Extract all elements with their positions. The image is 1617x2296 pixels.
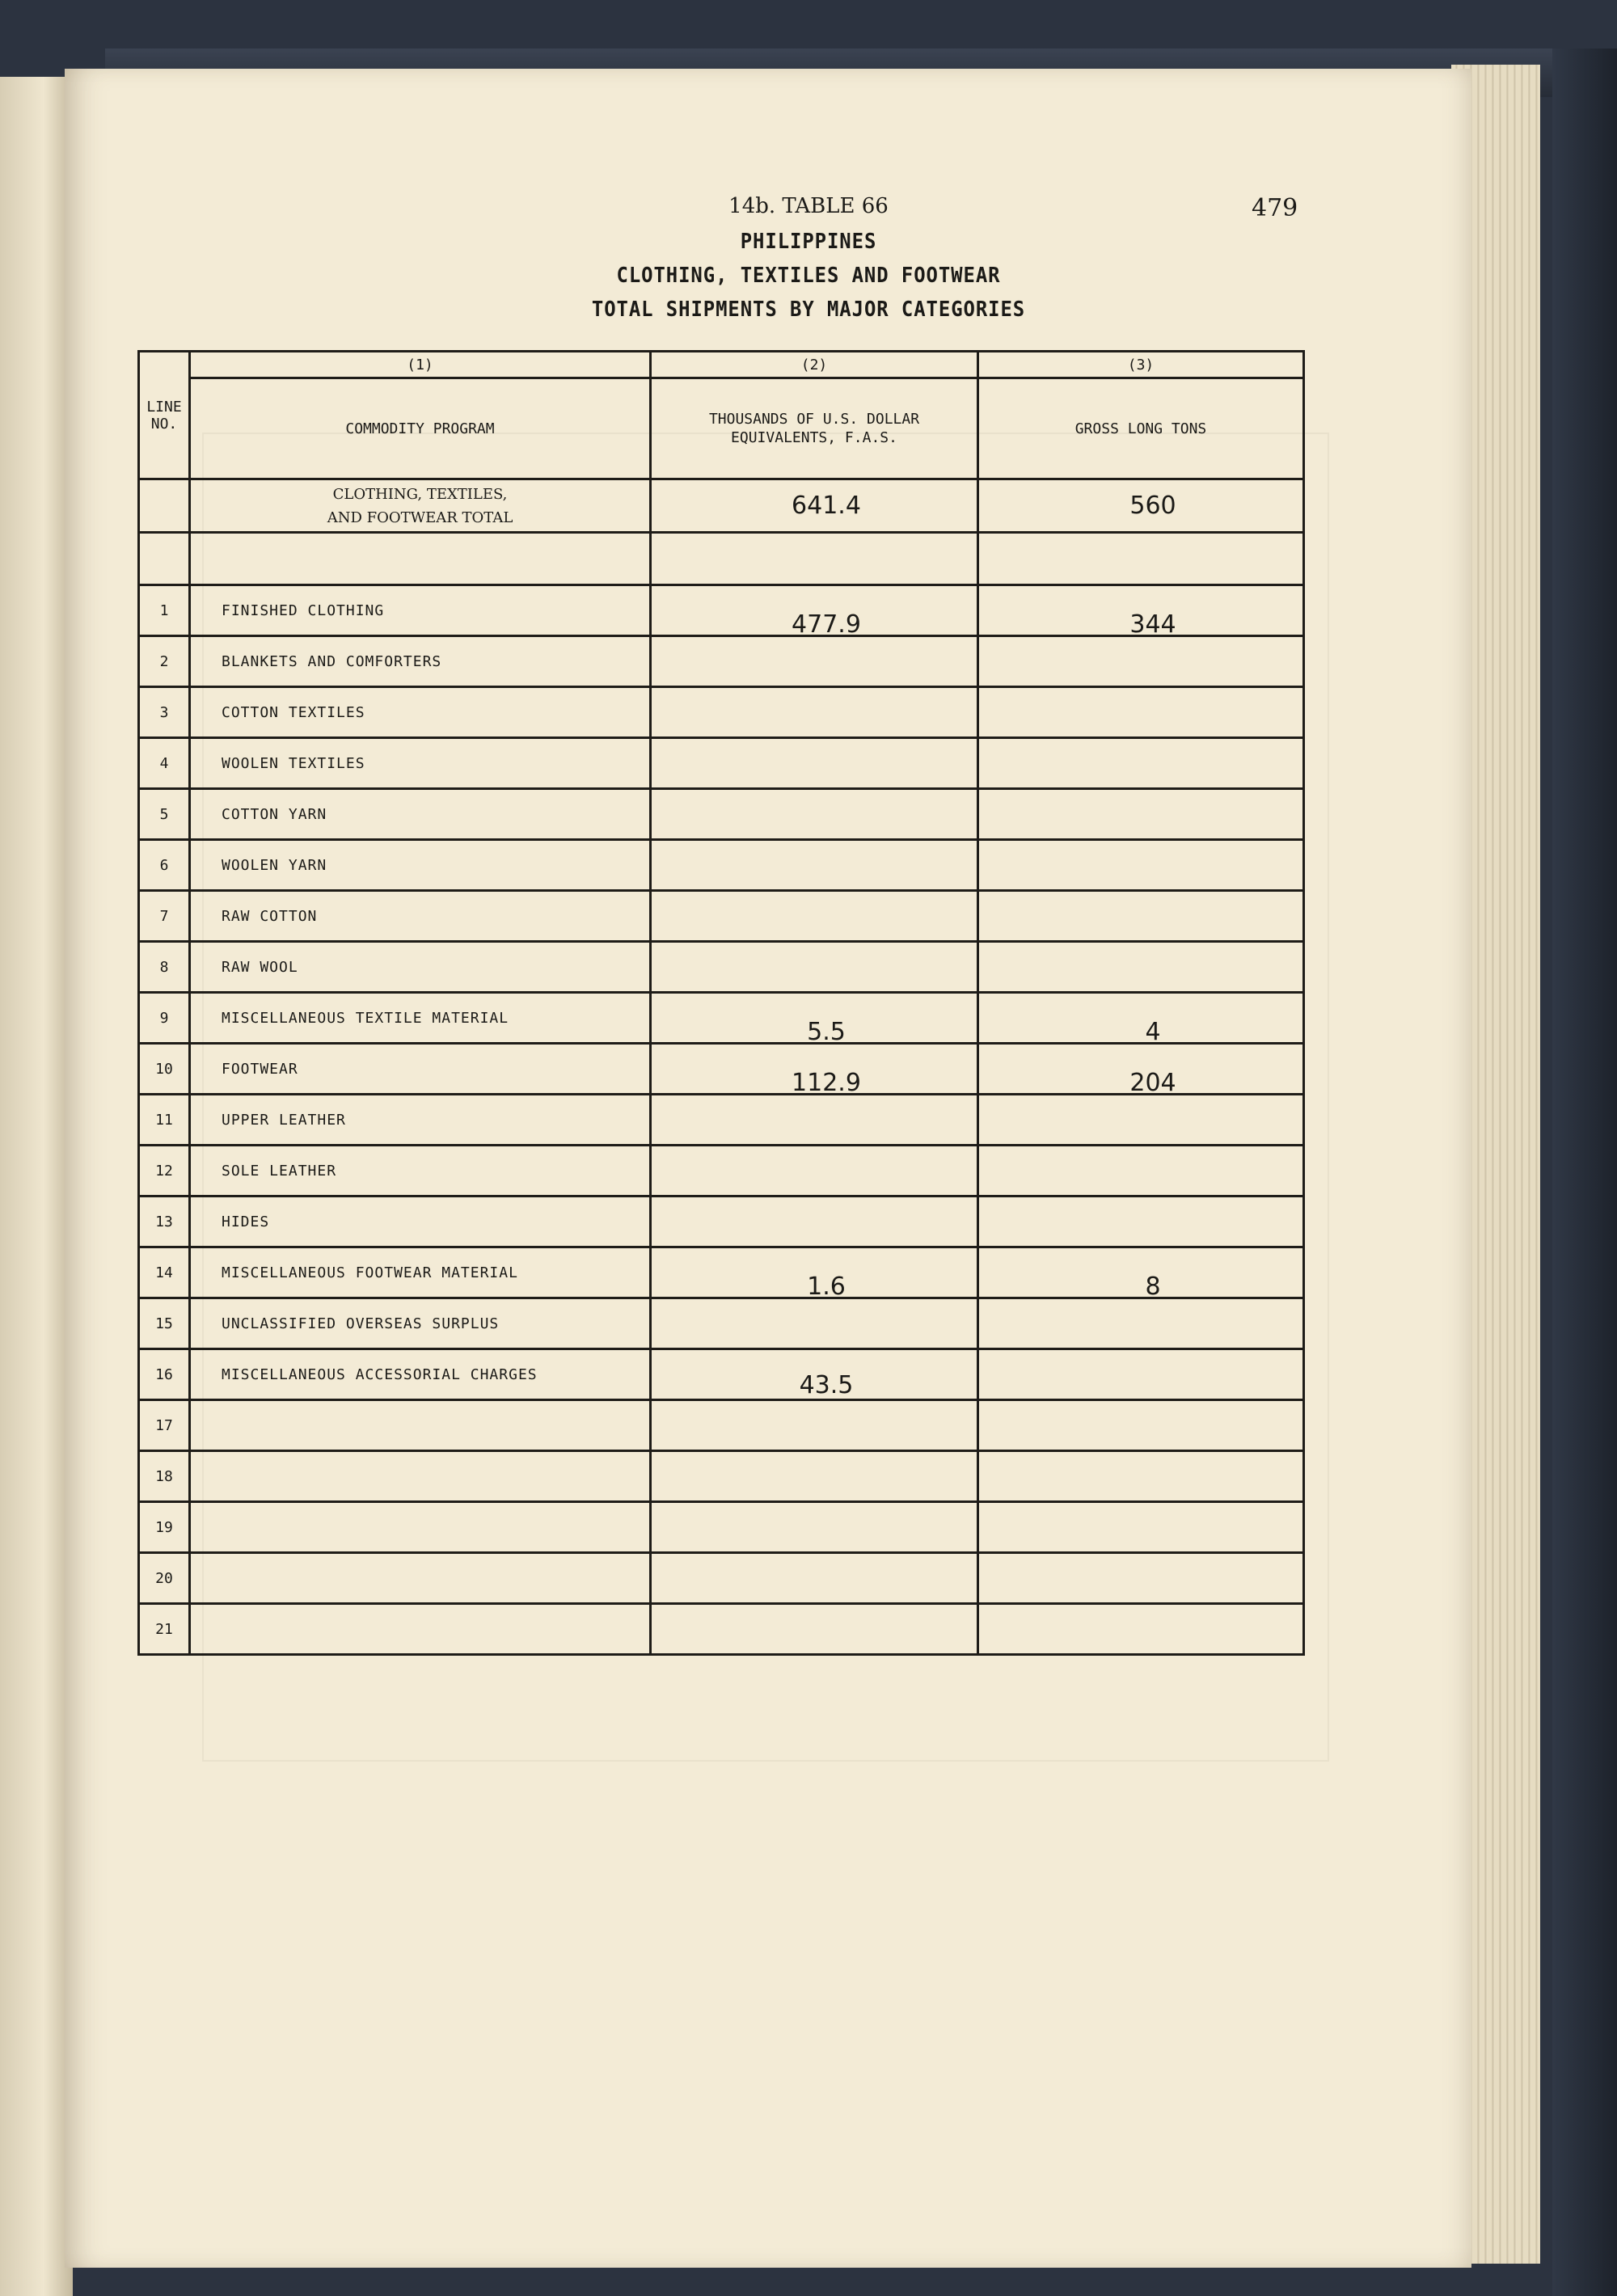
commodity-label: UPPER LEATHER bbox=[190, 1095, 651, 1146]
spacer-cell bbox=[651, 533, 978, 585]
page-number: 479 bbox=[1252, 194, 1298, 222]
tons-cell bbox=[978, 1400, 1304, 1451]
table-row bbox=[139, 1451, 1304, 1502]
line-number: 5 bbox=[139, 789, 190, 840]
line-number: 8 bbox=[139, 942, 190, 993]
total-label-line-1: CLOTHING, TEXTILES, bbox=[332, 485, 508, 503]
dollars-cell bbox=[651, 789, 978, 840]
commodity-label: FINISHED CLOTHING bbox=[190, 585, 651, 636]
commodity-label bbox=[190, 1553, 651, 1604]
commodity-label: COTTON YARN bbox=[190, 789, 651, 840]
tons-cell bbox=[978, 942, 1304, 993]
line-number: 12 bbox=[139, 1146, 190, 1197]
table-row bbox=[139, 738, 1304, 789]
line-number: 10 bbox=[139, 1044, 190, 1095]
commodity-label: MISCELLANEOUS TEXTILE MATERIAL bbox=[190, 993, 651, 1044]
tons-cell bbox=[978, 1044, 1304, 1095]
dollars-cell bbox=[651, 1095, 978, 1146]
dollars-cell bbox=[651, 1298, 978, 1349]
tons-cell bbox=[978, 1247, 1304, 1301]
commodity-header: COMMODITY PROGRAM bbox=[190, 378, 651, 479]
commodity-label: COTTON TEXTILES bbox=[190, 687, 651, 738]
column-number-row bbox=[139, 352, 1304, 378]
table-row bbox=[139, 687, 1304, 738]
commodity-label bbox=[190, 1451, 651, 1502]
column-number-2: (2) bbox=[651, 352, 978, 378]
dollars-cell bbox=[651, 1553, 978, 1604]
left-page-edge bbox=[0, 77, 73, 2296]
spacer-row bbox=[139, 533, 1304, 585]
tons-cell bbox=[978, 1502, 1304, 1553]
dollars-cell bbox=[651, 1349, 978, 1400]
line-number: 15 bbox=[139, 1298, 190, 1349]
commodity-label: HIDES bbox=[190, 1197, 651, 1247]
tons-cell bbox=[978, 1197, 1304, 1247]
tons-cell bbox=[978, 636, 1304, 687]
table-row bbox=[139, 942, 1304, 993]
book-cover-right bbox=[1552, 49, 1617, 2296]
spacer-cell bbox=[190, 533, 651, 585]
dollars-cell bbox=[651, 687, 978, 738]
line-number: 18 bbox=[139, 1451, 190, 1502]
tons-cell bbox=[978, 1604, 1304, 1655]
spacer-cell bbox=[139, 533, 190, 585]
line-number: 7 bbox=[139, 891, 190, 942]
table-row bbox=[139, 1197, 1304, 1247]
dollars-cell bbox=[651, 942, 978, 993]
table-row bbox=[139, 1247, 1304, 1298]
tons-cell bbox=[978, 1349, 1304, 1400]
table-row bbox=[139, 1502, 1304, 1553]
dollars-cell bbox=[651, 1604, 978, 1655]
table-row bbox=[139, 1095, 1304, 1146]
tons-cell bbox=[978, 738, 1304, 789]
dollars-value: 43.5 bbox=[799, 1371, 854, 1399]
dollars-cell bbox=[651, 1247, 978, 1301]
tons-cell bbox=[978, 891, 1304, 942]
commodity-label: MISCELLANEOUS FOOTWEAR MATERIAL bbox=[190, 1247, 651, 1298]
commodity-label: WOOLEN YARN bbox=[190, 840, 651, 891]
commodity-label: SOLE LEATHER bbox=[190, 1146, 651, 1197]
tons-cell bbox=[978, 1553, 1304, 1604]
line-number: 3 bbox=[139, 687, 190, 738]
commodity-label bbox=[190, 1604, 651, 1655]
line-number: 4 bbox=[139, 738, 190, 789]
commodity-label: RAW WOOL bbox=[190, 942, 651, 993]
total-row bbox=[139, 479, 1304, 533]
line-no-header-label: LINE NO. bbox=[146, 398, 182, 433]
tons-cell bbox=[978, 993, 1304, 1044]
tons-cell bbox=[978, 687, 1304, 738]
tons-cell bbox=[978, 1095, 1304, 1146]
dollars-cell bbox=[651, 1502, 978, 1553]
tons-cell bbox=[978, 1298, 1304, 1349]
dollars-value: 112.9 bbox=[792, 1069, 861, 1097]
dollars-cell bbox=[651, 1146, 978, 1197]
line-number: 6 bbox=[139, 840, 190, 891]
dollars-cell bbox=[651, 840, 978, 891]
table-row bbox=[139, 840, 1304, 891]
tons-header: GROSS LONG TONS bbox=[978, 378, 1304, 479]
dollars-cell bbox=[651, 738, 978, 789]
table-row bbox=[139, 1298, 1304, 1349]
commodity-label: FOOTWEAR bbox=[190, 1044, 651, 1095]
tons-value: 204 bbox=[1129, 1069, 1176, 1097]
dollars-value: 477.9 bbox=[792, 610, 861, 639]
table-row bbox=[139, 636, 1304, 687]
line-number: 13 bbox=[139, 1197, 190, 1247]
table-row bbox=[139, 891, 1304, 942]
commodity-label: WOOLEN TEXTILES bbox=[190, 738, 651, 789]
line-number: 20 bbox=[139, 1553, 190, 1604]
column-number-1: (1) bbox=[190, 352, 651, 378]
line-number: 14 bbox=[139, 1247, 190, 1298]
dollars-cell bbox=[651, 1451, 978, 1502]
commodity-label: UNCLASSIFIED OVERSEAS SURPLUS bbox=[190, 1298, 651, 1349]
tons-cell bbox=[978, 840, 1304, 891]
table-row bbox=[139, 789, 1304, 840]
table-number: 14b. TABLE 66 bbox=[728, 194, 889, 218]
tons-cell bbox=[978, 1451, 1304, 1502]
line-number: 21 bbox=[139, 1604, 190, 1655]
tons-value: 344 bbox=[1129, 610, 1176, 639]
dollars-value: 1.6 bbox=[807, 1273, 846, 1301]
total-tons: 560 bbox=[1129, 492, 1176, 520]
tons-value: 4 bbox=[1145, 1018, 1161, 1046]
commodity-label: RAW COTTON bbox=[190, 891, 651, 942]
line-number: 9 bbox=[139, 993, 190, 1044]
line-number: 16 bbox=[139, 1349, 190, 1400]
commodity-label: BLANKETS AND COMFORTERS bbox=[190, 636, 651, 687]
table-row bbox=[139, 1349, 1304, 1400]
line-no-header bbox=[139, 352, 190, 479]
column-number-3: (3) bbox=[978, 352, 1304, 378]
line-number: 2 bbox=[139, 636, 190, 687]
line-number: 17 bbox=[139, 1400, 190, 1451]
commodity-label bbox=[190, 1502, 651, 1553]
tons-cell bbox=[978, 1146, 1304, 1197]
dollars-header: THOUSANDS OF U.S. DOLLAR EQUIVALENTS, F.A.S. bbox=[651, 378, 978, 479]
line-number: 1 bbox=[139, 585, 190, 636]
commodity-label: MISCELLANEOUS ACCESSORIAL CHARGES bbox=[190, 1349, 651, 1400]
table-row bbox=[139, 993, 1304, 1044]
total-line-no bbox=[139, 479, 190, 533]
table-row bbox=[139, 1604, 1304, 1655]
dollars-cell bbox=[651, 1400, 978, 1451]
page-subtitle-2: TOTAL SHIPMENTS BY MAJOR CATEGORIES bbox=[591, 298, 1026, 322]
total-dollars: 641.4 bbox=[792, 492, 861, 520]
tons-cell bbox=[978, 585, 1304, 639]
dollars-cell bbox=[651, 1044, 978, 1095]
dollars-cell bbox=[651, 891, 978, 942]
tons-value: 8 bbox=[1145, 1273, 1161, 1301]
page-title: PHILIPPINES bbox=[740, 230, 877, 254]
commodity-label bbox=[190, 1400, 651, 1451]
shipments-table bbox=[137, 350, 1305, 1656]
page-subtitle: CLOTHING, TEXTILES AND FOOTWEAR bbox=[616, 264, 1001, 288]
dollars-value: 5.5 bbox=[807, 1018, 846, 1046]
dollars-cell bbox=[651, 636, 978, 687]
table-row bbox=[139, 1553, 1304, 1604]
table-row bbox=[139, 585, 1304, 636]
total-dollars-cell bbox=[651, 479, 978, 533]
dollars-cell bbox=[651, 1197, 978, 1247]
tons-cell bbox=[978, 789, 1304, 840]
total-tons-cell bbox=[978, 479, 1304, 533]
table-row bbox=[139, 1146, 1304, 1197]
dollars-cell bbox=[651, 993, 978, 1044]
total-label-line-2: AND FOOTWEAR TOTAL bbox=[327, 509, 513, 526]
line-number: 19 bbox=[139, 1502, 190, 1553]
table-row bbox=[139, 1044, 1304, 1095]
header-row bbox=[139, 378, 1304, 479]
table-row bbox=[139, 1400, 1304, 1451]
dollars-cell bbox=[651, 585, 978, 639]
total-label bbox=[190, 479, 651, 533]
line-number: 11 bbox=[139, 1095, 190, 1146]
spacer-cell bbox=[978, 533, 1304, 585]
